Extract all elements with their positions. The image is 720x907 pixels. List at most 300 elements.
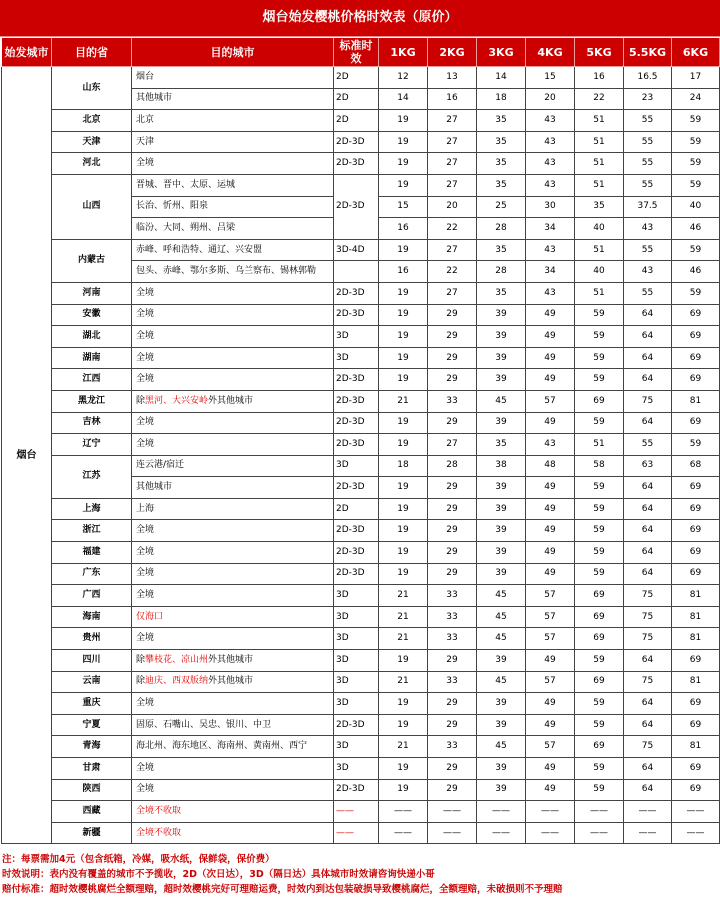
price-cell-5-5kg: 64 [624, 520, 672, 542]
price-cell-5kg: 69 [575, 628, 624, 650]
city-text: 全境 [136, 698, 155, 709]
price-cell-3kg: 39 [477, 498, 526, 520]
price-cell-1kg: 19 [379, 347, 428, 369]
price-cell-2kg: 13 [428, 67, 477, 89]
price-cell-5-5kg: 55 [624, 110, 672, 132]
price-cell-5kg: 16 [575, 67, 624, 89]
price-cell-5-5kg: 64 [624, 693, 672, 715]
timing-cell: 2D-3D [334, 779, 379, 801]
table-row [2, 67, 720, 89]
price-cell-5-5kg: 75 [624, 671, 672, 693]
price-cell-5kg: 35 [575, 196, 624, 218]
price-cell-6kg: 69 [672, 412, 720, 434]
price-cell-5kg: 51 [575, 174, 624, 196]
province-cell: 天津 [52, 131, 132, 153]
province-cell: 湖南 [52, 347, 132, 369]
price-cell-3kg: 35 [477, 153, 526, 175]
city-cell [132, 131, 334, 153]
price-cell-1kg: 21 [379, 736, 428, 758]
timing-cell: 3D [334, 628, 379, 650]
price-cell-6kg: 81 [672, 671, 720, 693]
city-text: 除 [136, 654, 146, 665]
price-cell-5kg: 51 [575, 110, 624, 132]
province-cell: 贵州 [52, 628, 132, 650]
price-cell-6kg: 69 [672, 326, 720, 348]
city-cell [132, 498, 334, 520]
timing-cell: 3D [334, 758, 379, 780]
price-cell-6kg: 69 [672, 542, 720, 564]
price-cell-5kg: 69 [575, 671, 624, 693]
price-cell-3kg: 39 [477, 369, 526, 391]
price-cell-2kg: 16 [428, 88, 477, 110]
city-cell [132, 542, 334, 564]
price-cell-2kg: 20 [428, 196, 477, 218]
price-cell-3kg: 39 [477, 326, 526, 348]
price-cell-4kg: 57 [526, 585, 575, 607]
city-text: 全境 [136, 352, 155, 363]
price-cell-5kg: 59 [575, 542, 624, 564]
price-cell-6kg: 69 [672, 347, 720, 369]
price-cell-2kg: 27 [428, 434, 477, 456]
table-row [2, 758, 720, 780]
price-cell-6kg: 69 [672, 369, 720, 391]
price-cell-1kg: 16 [379, 218, 428, 240]
price-cell-5-5kg: —— [624, 801, 672, 823]
price-cell-1kg: —— [379, 801, 428, 823]
province-cell: 安徽 [52, 304, 132, 326]
price-cell-1kg: —— [379, 822, 428, 844]
city-text: 晋城、晋中、太原、运城 [136, 179, 236, 190]
price-cell-2kg: 29 [428, 563, 477, 585]
city-text: 全境 [136, 590, 155, 601]
price-cell-5-5kg: 64 [624, 758, 672, 780]
table-row [2, 606, 720, 628]
timing-cell: 2D-3D [334, 412, 379, 434]
province-cell: 辽宁 [52, 434, 132, 456]
price-cell-5kg: 59 [575, 304, 624, 326]
note-compensation-policy: 赔付标准：超时效樱桃腐烂全额理赔，超时效樱桃完好可理赔运费，时效内到达包装破损导致樱桃腐烂，全额理赔，未破损则不予理赔 [2, 884, 563, 896]
price-cell-5kg: 59 [575, 520, 624, 542]
price-cell-5kg: 51 [575, 153, 624, 175]
city-cell [132, 239, 334, 261]
city-text: 临汾、大同、朔州、吕梁 [136, 222, 236, 233]
price-cell-2kg: 29 [428, 693, 477, 715]
price-cell-4kg: 49 [526, 520, 575, 542]
price-cell-1kg: 14 [379, 88, 428, 110]
city-cell [132, 218, 334, 240]
price-cell-3kg: 39 [477, 779, 526, 801]
table-row [2, 174, 720, 196]
price-cell-1kg: 19 [379, 434, 428, 456]
price-cell-5kg: 69 [575, 606, 624, 628]
price-cell-2kg: 29 [428, 477, 477, 499]
price-cell-2kg: 22 [428, 261, 477, 283]
price-cell-4kg: 49 [526, 326, 575, 348]
price-cell-3kg: 39 [477, 542, 526, 564]
table-row [2, 779, 720, 801]
price-cell-3kg: 28 [477, 261, 526, 283]
province-cell: 四川 [52, 650, 132, 672]
city-cell [132, 606, 334, 628]
price-cell-5-5kg: 64 [624, 477, 672, 499]
price-cell-5kg: 58 [575, 455, 624, 477]
city-text: 除 [136, 676, 146, 687]
city-text: 海北州、海东地区、海南州、黄南州、西宁 [136, 741, 308, 752]
city-cell [132, 779, 334, 801]
price-cell-1kg: 19 [379, 369, 428, 391]
price-cell-2kg: 27 [428, 239, 477, 261]
province-cell: 上海 [52, 498, 132, 520]
origin-city-cell: 烟台 [2, 67, 52, 844]
price-cell-4kg: 15 [526, 67, 575, 89]
city-cell [132, 88, 334, 110]
note-timing-explanation: 时效说明：表内没有覆盖的城市不予揽收，2D（次日达），3D（隔日达）具体城市时效请咨询快递小哥 [2, 869, 435, 881]
city-text: 全境 [136, 568, 155, 579]
price-cell-1kg: 19 [379, 498, 428, 520]
price-cell-6kg: 69 [672, 520, 720, 542]
timing-cell: 3D [334, 326, 379, 348]
city-text: 赤峰、呼和浩特、通辽、兴安盟 [136, 244, 263, 255]
price-cell-1kg: 18 [379, 455, 428, 477]
price-cell-2kg: 29 [428, 714, 477, 736]
city-highlight-text: 迪庆、西双版纳 [145, 676, 209, 687]
city-cell [132, 801, 334, 823]
timing-cell: 2D-3D [334, 714, 379, 736]
price-cell-6kg: 59 [672, 239, 720, 261]
price-cell-5-5kg: 64 [624, 650, 672, 672]
price-cell-5kg: 59 [575, 650, 624, 672]
price-cell-2kg: 29 [428, 650, 477, 672]
header-destination-province: 目的省 [52, 38, 132, 67]
price-cell-6kg: 69 [672, 304, 720, 326]
city-cell [132, 736, 334, 758]
price-cell-5kg: 59 [575, 347, 624, 369]
price-cell-2kg: —— [428, 822, 477, 844]
price-cell-6kg: 59 [672, 110, 720, 132]
table-row [2, 520, 720, 542]
price-cell-1kg: 19 [379, 153, 428, 175]
header-standard-timing: 标准时效 [334, 38, 379, 67]
province-cell: 黑龙江 [52, 390, 132, 412]
province-cell: 陕西 [52, 779, 132, 801]
city-cell [132, 390, 334, 412]
city-cell [132, 153, 334, 175]
price-cell-1kg: 19 [379, 131, 428, 153]
price-cell-5-5kg: 37.5 [624, 196, 672, 218]
table-row [2, 239, 720, 261]
price-cell-5kg: 51 [575, 282, 624, 304]
price-cell-1kg: 15 [379, 196, 428, 218]
price-cell-4kg: 49 [526, 498, 575, 520]
price-cell-4kg: 49 [526, 563, 575, 585]
price-cell-1kg: 16 [379, 261, 428, 283]
city-text: 连云港/宿迁 [136, 460, 185, 471]
city-highlight-text: 黑河、大兴安岭 [145, 395, 209, 406]
price-cell-1kg: 19 [379, 714, 428, 736]
price-cell-4kg: 49 [526, 758, 575, 780]
header-weight-5-5kg: 5.5KG [624, 38, 672, 67]
price-cell-5-5kg: 64 [624, 369, 672, 391]
table-row [2, 671, 720, 693]
price-cell-5kg: 69 [575, 390, 624, 412]
city-text: 北京 [136, 114, 155, 125]
timing-cell: 3D [334, 736, 379, 758]
price-cell-5-5kg: 64 [624, 542, 672, 564]
table-row [2, 153, 720, 175]
price-cell-2kg: 33 [428, 628, 477, 650]
city-cell [132, 822, 334, 844]
table-row [2, 714, 720, 736]
price-cell-1kg: 19 [379, 520, 428, 542]
price-cell-2kg: 22 [428, 218, 477, 240]
city-text: 外其他城市 [208, 676, 254, 687]
city-text: 全境 [136, 417, 155, 428]
price-cell-3kg: 45 [477, 736, 526, 758]
price-cell-5kg: 59 [575, 498, 624, 520]
price-cell-2kg: 33 [428, 671, 477, 693]
price-cell-3kg: 45 [477, 585, 526, 607]
timing-cell: 2D-3D [334, 282, 379, 304]
price-cell-1kg: 19 [379, 110, 428, 132]
price-cell-6kg: 81 [672, 390, 720, 412]
timing-cell: 2D-3D [334, 520, 379, 542]
price-cell-1kg: 19 [379, 779, 428, 801]
price-cell-6kg: 68 [672, 455, 720, 477]
price-cell-6kg: 69 [672, 650, 720, 672]
price-cell-1kg: 19 [379, 563, 428, 585]
price-cell-4kg: 34 [526, 218, 575, 240]
table-row [2, 693, 720, 715]
timing-cell: 2D-3D [334, 153, 379, 175]
price-cell-1kg: 19 [379, 650, 428, 672]
timing-cell: 2D-3D [334, 369, 379, 391]
city-text: 全境 [136, 762, 155, 773]
price-cell-6kg: 69 [672, 477, 720, 499]
price-cell-5kg: 22 [575, 88, 624, 110]
price-cell-5kg: 59 [575, 369, 624, 391]
price-cell-6kg: 69 [672, 498, 720, 520]
table-row [2, 585, 720, 607]
table-row [2, 498, 720, 520]
price-cell-5kg: 40 [575, 261, 624, 283]
price-cell-3kg: 39 [477, 347, 526, 369]
table-row [2, 542, 720, 564]
table-row [2, 304, 720, 326]
city-highlight-text: 全境不收取 [136, 805, 182, 816]
city-highlight-text: 攀枝花、凉山州 [145, 654, 209, 665]
price-cell-5kg: 69 [575, 585, 624, 607]
city-text: 天津 [136, 136, 155, 147]
price-cell-5-5kg: 43 [624, 218, 672, 240]
table-row [2, 369, 720, 391]
price-cell-5kg: —— [575, 801, 624, 823]
price-cell-5kg: 59 [575, 477, 624, 499]
price-cell-1kg: 19 [379, 412, 428, 434]
price-cell-4kg: 20 [526, 88, 575, 110]
table-row [2, 650, 720, 672]
timing-cell: 2D [334, 110, 379, 132]
header-weight-2kg: 2KG [428, 38, 477, 67]
price-cell-3kg: 39 [477, 304, 526, 326]
price-cell-2kg: 29 [428, 326, 477, 348]
price-cell-6kg: 46 [672, 218, 720, 240]
table-row [2, 822, 720, 844]
city-text: 全境 [136, 374, 155, 385]
timing-cell: 2D [334, 498, 379, 520]
price-cell-2kg: 29 [428, 347, 477, 369]
header-origin-city: 始发城市 [2, 38, 52, 67]
timing-cell: 2D-3D [334, 542, 379, 564]
price-cell-6kg: 17 [672, 67, 720, 89]
price-cell-3kg: —— [477, 801, 526, 823]
price-cell-5-5kg: 64 [624, 563, 672, 585]
price-cell-2kg: 28 [428, 455, 477, 477]
timing-cell: 2D-3D [334, 131, 379, 153]
price-cell-2kg: 29 [428, 520, 477, 542]
price-cell-3kg: 45 [477, 628, 526, 650]
header-weight-3kg: 3KG [477, 38, 526, 67]
table-row [2, 347, 720, 369]
price-cell-3kg: 38 [477, 455, 526, 477]
city-highlight-text: 仅海口 [136, 611, 164, 622]
price-cell-4kg: 49 [526, 650, 575, 672]
price-cell-3kg: 35 [477, 434, 526, 456]
price-cell-2kg: 29 [428, 369, 477, 391]
price-cell-6kg: 69 [672, 693, 720, 715]
city-cell [132, 477, 334, 499]
price-cell-4kg: 43 [526, 282, 575, 304]
price-cell-3kg: 25 [477, 196, 526, 218]
price-cell-3kg: 39 [477, 477, 526, 499]
price-cell-2kg: 27 [428, 282, 477, 304]
city-text: 固原、石嘴山、吴忠、银川、中卫 [136, 719, 272, 730]
timing-cell: 3D [334, 650, 379, 672]
price-cell-2kg: 27 [428, 153, 477, 175]
price-cell-6kg: 59 [672, 282, 720, 304]
price-cell-3kg: 39 [477, 520, 526, 542]
price-cell-4kg: 49 [526, 779, 575, 801]
price-cell-6kg: 69 [672, 714, 720, 736]
price-cell-5-5kg: 55 [624, 282, 672, 304]
price-cell-3kg: 45 [477, 606, 526, 628]
city-cell [132, 585, 334, 607]
price-cell-2kg: 33 [428, 606, 477, 628]
timing-cell: 3D [334, 585, 379, 607]
city-cell [132, 628, 334, 650]
price-cell-3kg: 39 [477, 650, 526, 672]
province-cell: 宁夏 [52, 714, 132, 736]
header-destination-city: 目的城市 [132, 38, 334, 67]
price-cell-4kg: 49 [526, 477, 575, 499]
timing-cell: 2D-3D [334, 434, 379, 456]
city-text: 全境 [136, 546, 155, 557]
price-cell-5-5kg: 75 [624, 736, 672, 758]
price-cell-5-5kg: 75 [624, 585, 672, 607]
price-cell-1kg: 21 [379, 606, 428, 628]
price-cell-1kg: 19 [379, 326, 428, 348]
timing-cell: 3D [334, 606, 379, 628]
city-text: 全境 [136, 309, 155, 320]
price-cell-5-5kg: 64 [624, 412, 672, 434]
city-cell [132, 110, 334, 132]
price-cell-2kg: 29 [428, 304, 477, 326]
city-text: 上海 [136, 503, 155, 514]
timing-cell: 3D [334, 455, 379, 477]
price-cell-2kg: 33 [428, 585, 477, 607]
province-cell: 江苏 [52, 455, 132, 498]
price-cell-5kg: 59 [575, 412, 624, 434]
table-row [2, 110, 720, 132]
header-weight-5kg: 5KG [575, 38, 624, 67]
price-cell-6kg: 69 [672, 758, 720, 780]
page-title: 烟台始发樱桃价格时效表（原价） [0, 0, 720, 37]
table-row [2, 282, 720, 304]
timing-cell: 2D-3D [334, 174, 379, 239]
price-cell-5-5kg: —— [624, 822, 672, 844]
province-cell: 江西 [52, 369, 132, 391]
price-cell-6kg: 46 [672, 261, 720, 283]
price-cell-1kg: 19 [379, 304, 428, 326]
city-text: 全境 [136, 784, 155, 795]
price-cell-3kg: 45 [477, 390, 526, 412]
price-cell-5-5kg: 64 [624, 714, 672, 736]
price-cell-4kg: 34 [526, 261, 575, 283]
price-cell-5-5kg: 64 [624, 304, 672, 326]
price-cell-6kg: —— [672, 822, 720, 844]
timing-cell: 3D [334, 347, 379, 369]
price-cell-4kg: 43 [526, 239, 575, 261]
price-cell-3kg: 35 [477, 174, 526, 196]
price-cell-5-5kg: 75 [624, 606, 672, 628]
price-cell-2kg: 29 [428, 758, 477, 780]
city-text: 外其他城市 [208, 395, 254, 406]
price-cell-3kg: 39 [477, 758, 526, 780]
price-cell-4kg: 49 [526, 714, 575, 736]
price-table-body [2, 67, 720, 844]
price-cell-5kg: 59 [575, 779, 624, 801]
city-cell [132, 196, 334, 218]
price-cell-6kg: 81 [672, 606, 720, 628]
province-cell: 广东 [52, 563, 132, 585]
price-cell-2kg: 29 [428, 412, 477, 434]
price-cell-2kg: 27 [428, 131, 477, 153]
price-cell-5kg: 59 [575, 326, 624, 348]
table-row [2, 390, 720, 412]
city-cell [132, 282, 334, 304]
timing-cell: —— [334, 822, 379, 844]
city-text: 烟台 [136, 71, 155, 82]
note-surcharge: 注：每票需加4元（包含纸箱，冷媒，吸水纸，保鲜袋，保价费） [2, 854, 275, 866]
price-cell-4kg: 57 [526, 628, 575, 650]
province-cell: 新疆 [52, 822, 132, 844]
price-cell-5-5kg: 64 [624, 347, 672, 369]
price-cell-1kg: 19 [379, 758, 428, 780]
price-cell-2kg: 33 [428, 390, 477, 412]
province-cell: 重庆 [52, 693, 132, 715]
timing-cell: 2D-3D [334, 477, 379, 499]
table-row [2, 434, 720, 456]
price-cell-3kg: 39 [477, 714, 526, 736]
city-text: 全境 [136, 330, 155, 341]
province-cell: 云南 [52, 671, 132, 693]
table-row [2, 801, 720, 823]
price-cell-4kg: 49 [526, 693, 575, 715]
price-cell-5-5kg: 64 [624, 326, 672, 348]
table-row [2, 131, 720, 153]
price-cell-1kg: 19 [379, 542, 428, 564]
price-cell-3kg: 35 [477, 282, 526, 304]
price-cell-5-5kg: 55 [624, 174, 672, 196]
